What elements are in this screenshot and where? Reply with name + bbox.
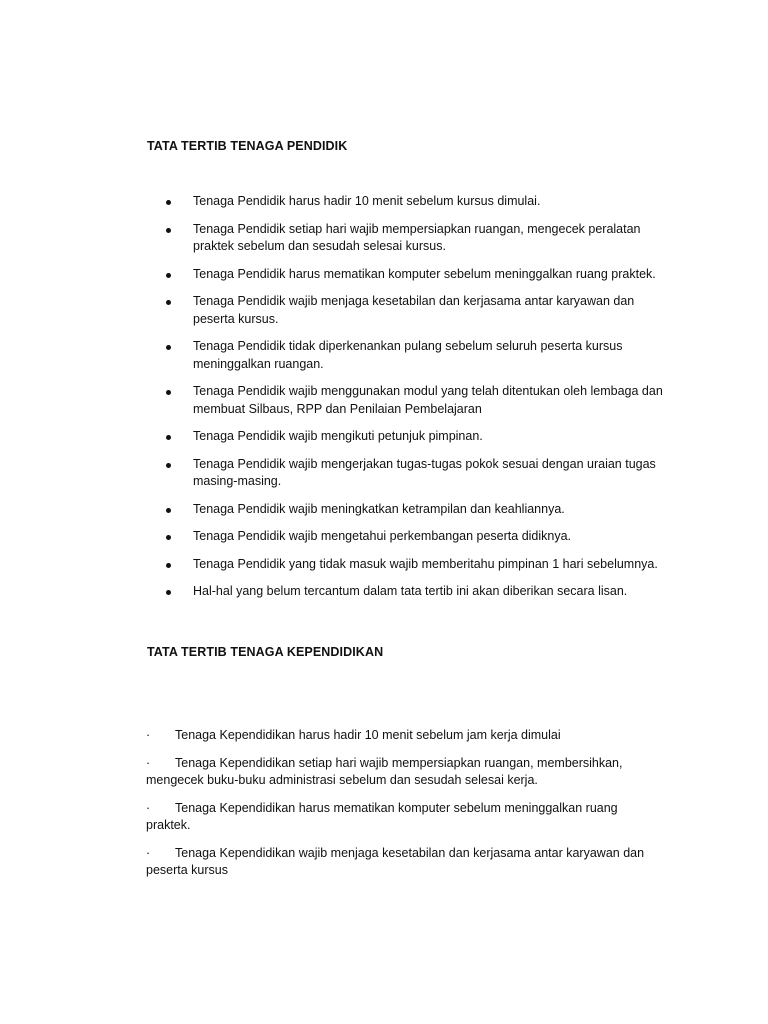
section-title-pendidik: TATA TERTIB TENAGA PENDIDIK [147, 139, 348, 153]
list-item [166, 221, 666, 256]
section-title-kependidikan: TATA TERTIB TENAGA KEPENDIDIKAN [147, 645, 384, 659]
rule-text: Hal-hal yang belum tercantum dalam tata tertib ini akan diberikan secara lisan. [193, 584, 628, 598]
rule-text: Tenaga Pendidik wajib mengetahui perkembangan peserta didiknya. [193, 529, 572, 543]
list-item [166, 501, 666, 519]
list-item [166, 528, 666, 546]
bullet-dot-icon [166, 535, 171, 540]
bullet-dot-icon [166, 590, 171, 595]
rule-text: Tenaga Kependidikan harus hadir 10 menit sebelum jam kerja dimulai [175, 728, 561, 742]
rule-text: Tenaga Pendidik yang tidak masuk wajib memberitahu pimpinan 1 hari sebelumnya. [193, 556, 658, 571]
list-item [146, 727, 651, 745]
bullet-dot-icon [166, 228, 171, 233]
rule-text: Tenaga Pendidik tidak diperkenankan pulang sebelum seluruh peserta kursus meninggalkan ruangan. [193, 339, 623, 371]
list-item [166, 338, 666, 373]
list-item [166, 556, 666, 574]
rule-text: Tenaga Pendidik wajib menjaga kesetabilan dan kerjasama antar karyawan dan peserta kursus. [193, 294, 635, 326]
bullet-dot-icon [166, 273, 171, 278]
bullet-middot: · [146, 800, 151, 815]
bullet-dot-icon [166, 345, 171, 350]
rule-text: Tenaga Pendidik harus mematikan komputer sebelum meninggalkan ruang praktek. [193, 266, 656, 281]
rule-text: Tenaga Pendidik wajib meningkatkan ketrampilan dan keahliannya. [193, 501, 565, 516]
list-item [166, 456, 666, 491]
rule-text: Tenaga Pendidik harus hadir 10 menit sebelum kursus dimulai. [193, 194, 541, 208]
list-item [166, 583, 666, 601]
list-item [166, 193, 666, 211]
bullet-dot-icon [166, 300, 171, 305]
list-item [166, 428, 666, 446]
rule-text: Tenaga Pendidik setiap hari wajib mempersiapkan ruangan, mengecek peralatan praktek sebelum dan sesudah selesai kursus. [193, 221, 641, 253]
list-item [146, 755, 651, 790]
bullet-middot: · [146, 845, 151, 860]
bullet-dot-icon [166, 435, 171, 440]
list-item [166, 383, 666, 418]
bullet-dot-icon [166, 508, 171, 513]
list-item [146, 845, 651, 880]
bullet-dot-icon [166, 463, 171, 468]
rules-list-kependidikan [146, 727, 651, 890]
rule-text: Tenaga Kependidikan harus mematikan komputer sebelum meninggalkan ruang praktek. [146, 800, 618, 832]
rule-text: Tenaga Pendidik wajib menggunakan modul yang telah ditentukan oleh lembaga dan membuat Silbaus, RPP dan Penilaian Pembelajaran [193, 384, 663, 416]
bullet-middot: · [146, 728, 151, 742]
bullet-dot-icon [166, 390, 171, 395]
list-item [146, 800, 651, 835]
bullet-middot: · [146, 755, 151, 770]
list-item [166, 266, 666, 284]
rules-list-pendidik [166, 193, 666, 611]
rule-text: Tenaga Kependidikan wajib menjaga kesetabilan dan kerjasama antar karyawan dan peserta kursus [146, 845, 645, 877]
list-item [166, 293, 666, 328]
rule-text: Tenaga Pendidik wajib mengikuti petunjuk pimpinan. [193, 429, 483, 443]
bullet-dot-icon [166, 563, 171, 568]
rule-text: Tenaga Pendidik wajib mengerjakan tugas-tugas pokok sesuai dengan uraian tugas masing-masing. [193, 456, 656, 488]
rule-text: Tenaga Kependidikan setiap hari wajib mempersiapkan ruangan, membersihkan, mengecek buku-buku administrasi sebelum dan sesudah selesai kerja. [146, 755, 623, 787]
bullet-dot-icon [166, 200, 171, 205]
